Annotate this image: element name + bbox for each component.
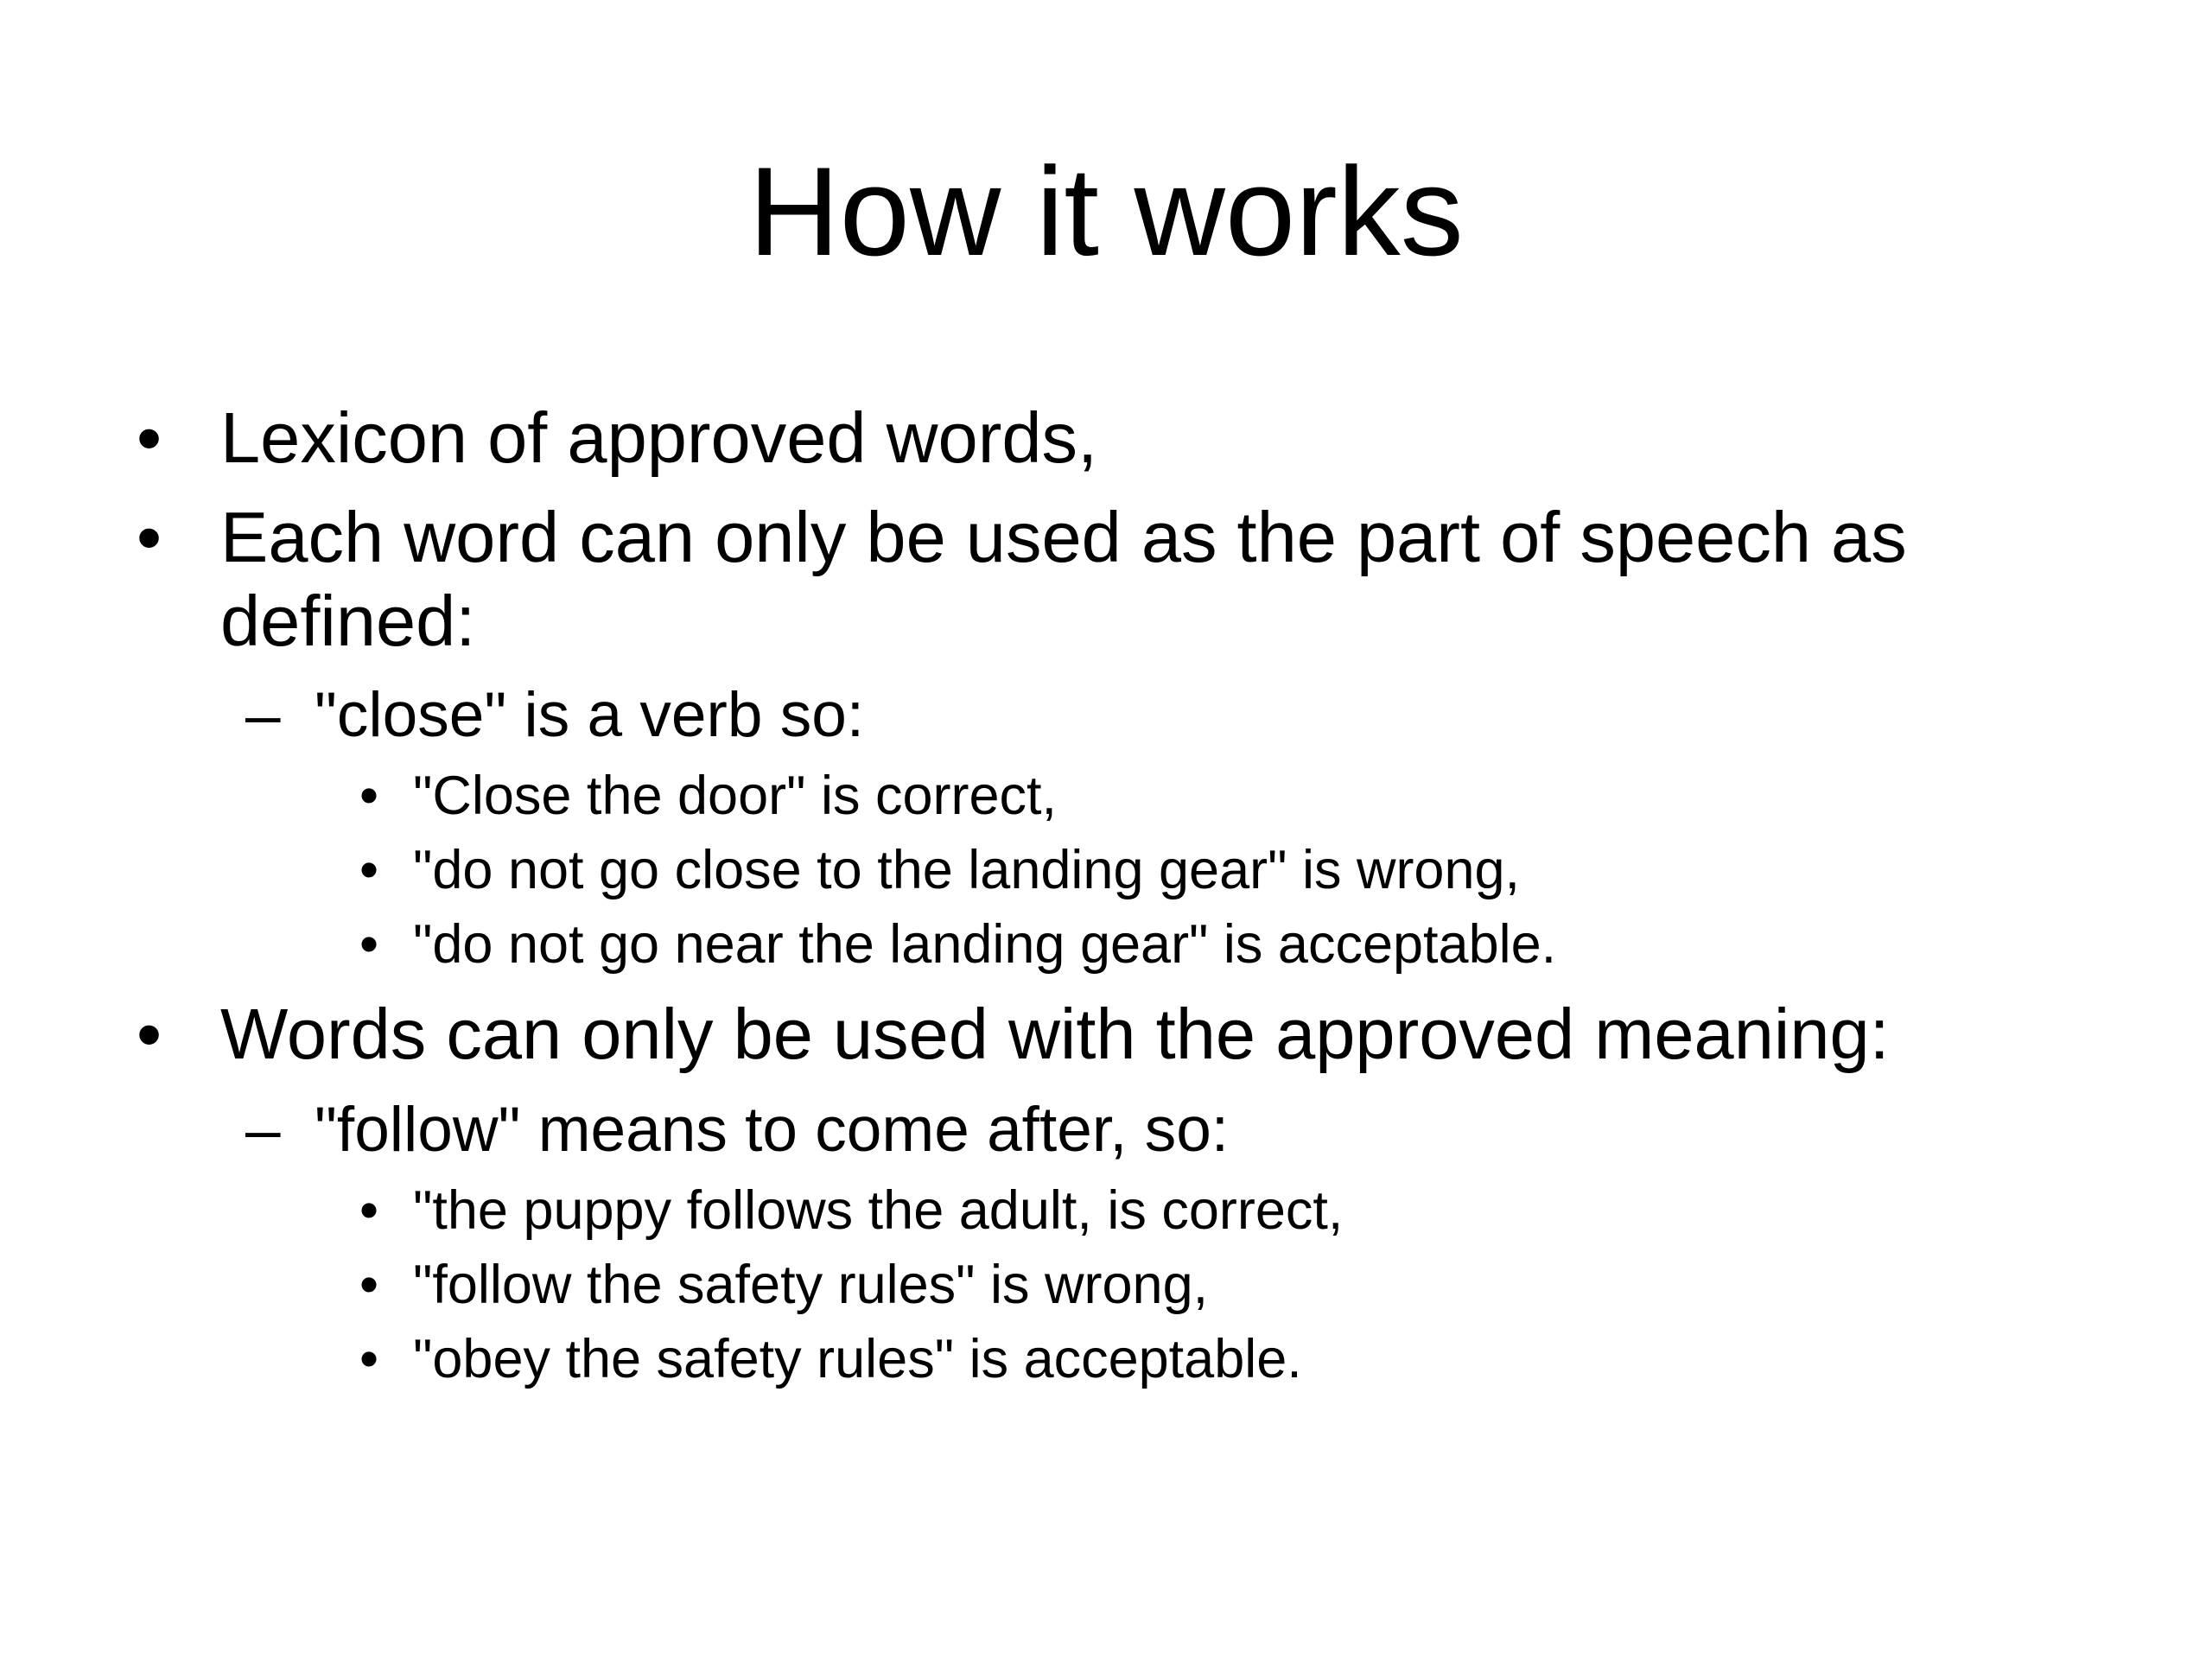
- sub-sub-item-text: "do not go near the landing gear" is acceptable.: [413, 914, 1557, 975]
- bullet-marker: •: [137, 497, 162, 577]
- sub-sub-item: [359, 1327, 1302, 1391]
- sub-sub-item: [359, 1179, 1344, 1243]
- sub-sub-item: [359, 1253, 1209, 1317]
- bullet-marker: •: [359, 766, 379, 826]
- sub-item: [245, 1093, 1230, 1167]
- sub-sub-item-text: "follow the safety rules" is wrong,: [413, 1255, 1209, 1315]
- bullet-marker: •: [359, 1255, 379, 1315]
- sub-sub-item: [359, 838, 1521, 902]
- sub-sub-item-text: "Close the door" is correct,: [413, 766, 1058, 826]
- bullet-marker: •: [359, 1329, 379, 1389]
- bullet-marker: •: [359, 840, 379, 900]
- sub-item-text: "close" is a verb so:: [315, 680, 865, 750]
- sub-item-text: "follow" means to come after, so:: [315, 1095, 1230, 1165]
- bullet-marker: •: [137, 994, 162, 1074]
- bullet-text: Each word can only be used as the part of speech as: [220, 497, 1907, 577]
- bullet-text-continuation: defined:: [220, 581, 476, 661]
- sub-item: [245, 678, 865, 753]
- bullet-text: Lexicon of approved words,: [220, 397, 1098, 478]
- dash-marker: –: [245, 680, 281, 750]
- sub-sub-item-text: "do not go close to the landing gear" is wrong,: [413, 840, 1521, 900]
- bullet-marker: •: [359, 914, 379, 975]
- slide-title: How it works: [748, 141, 1464, 282]
- bullet-item: [137, 396, 1098, 480]
- bullet-marker: •: [359, 1180, 379, 1241]
- sub-sub-item-text: "the puppy follows the adult, is correct,: [413, 1180, 1344, 1241]
- sub-sub-item: [359, 764, 1058, 828]
- bullet-marker: •: [137, 397, 162, 478]
- dash-marker: –: [245, 1095, 281, 1165]
- bullet-item: [137, 495, 1907, 663]
- sub-sub-item: [359, 912, 1557, 976]
- sub-sub-item-text: "obey the safety rules" is acceptable.: [413, 1329, 1302, 1389]
- bullet-text: Words can only be used with the approved meaning:: [220, 994, 1890, 1074]
- bullet-item: [137, 992, 1890, 1076]
